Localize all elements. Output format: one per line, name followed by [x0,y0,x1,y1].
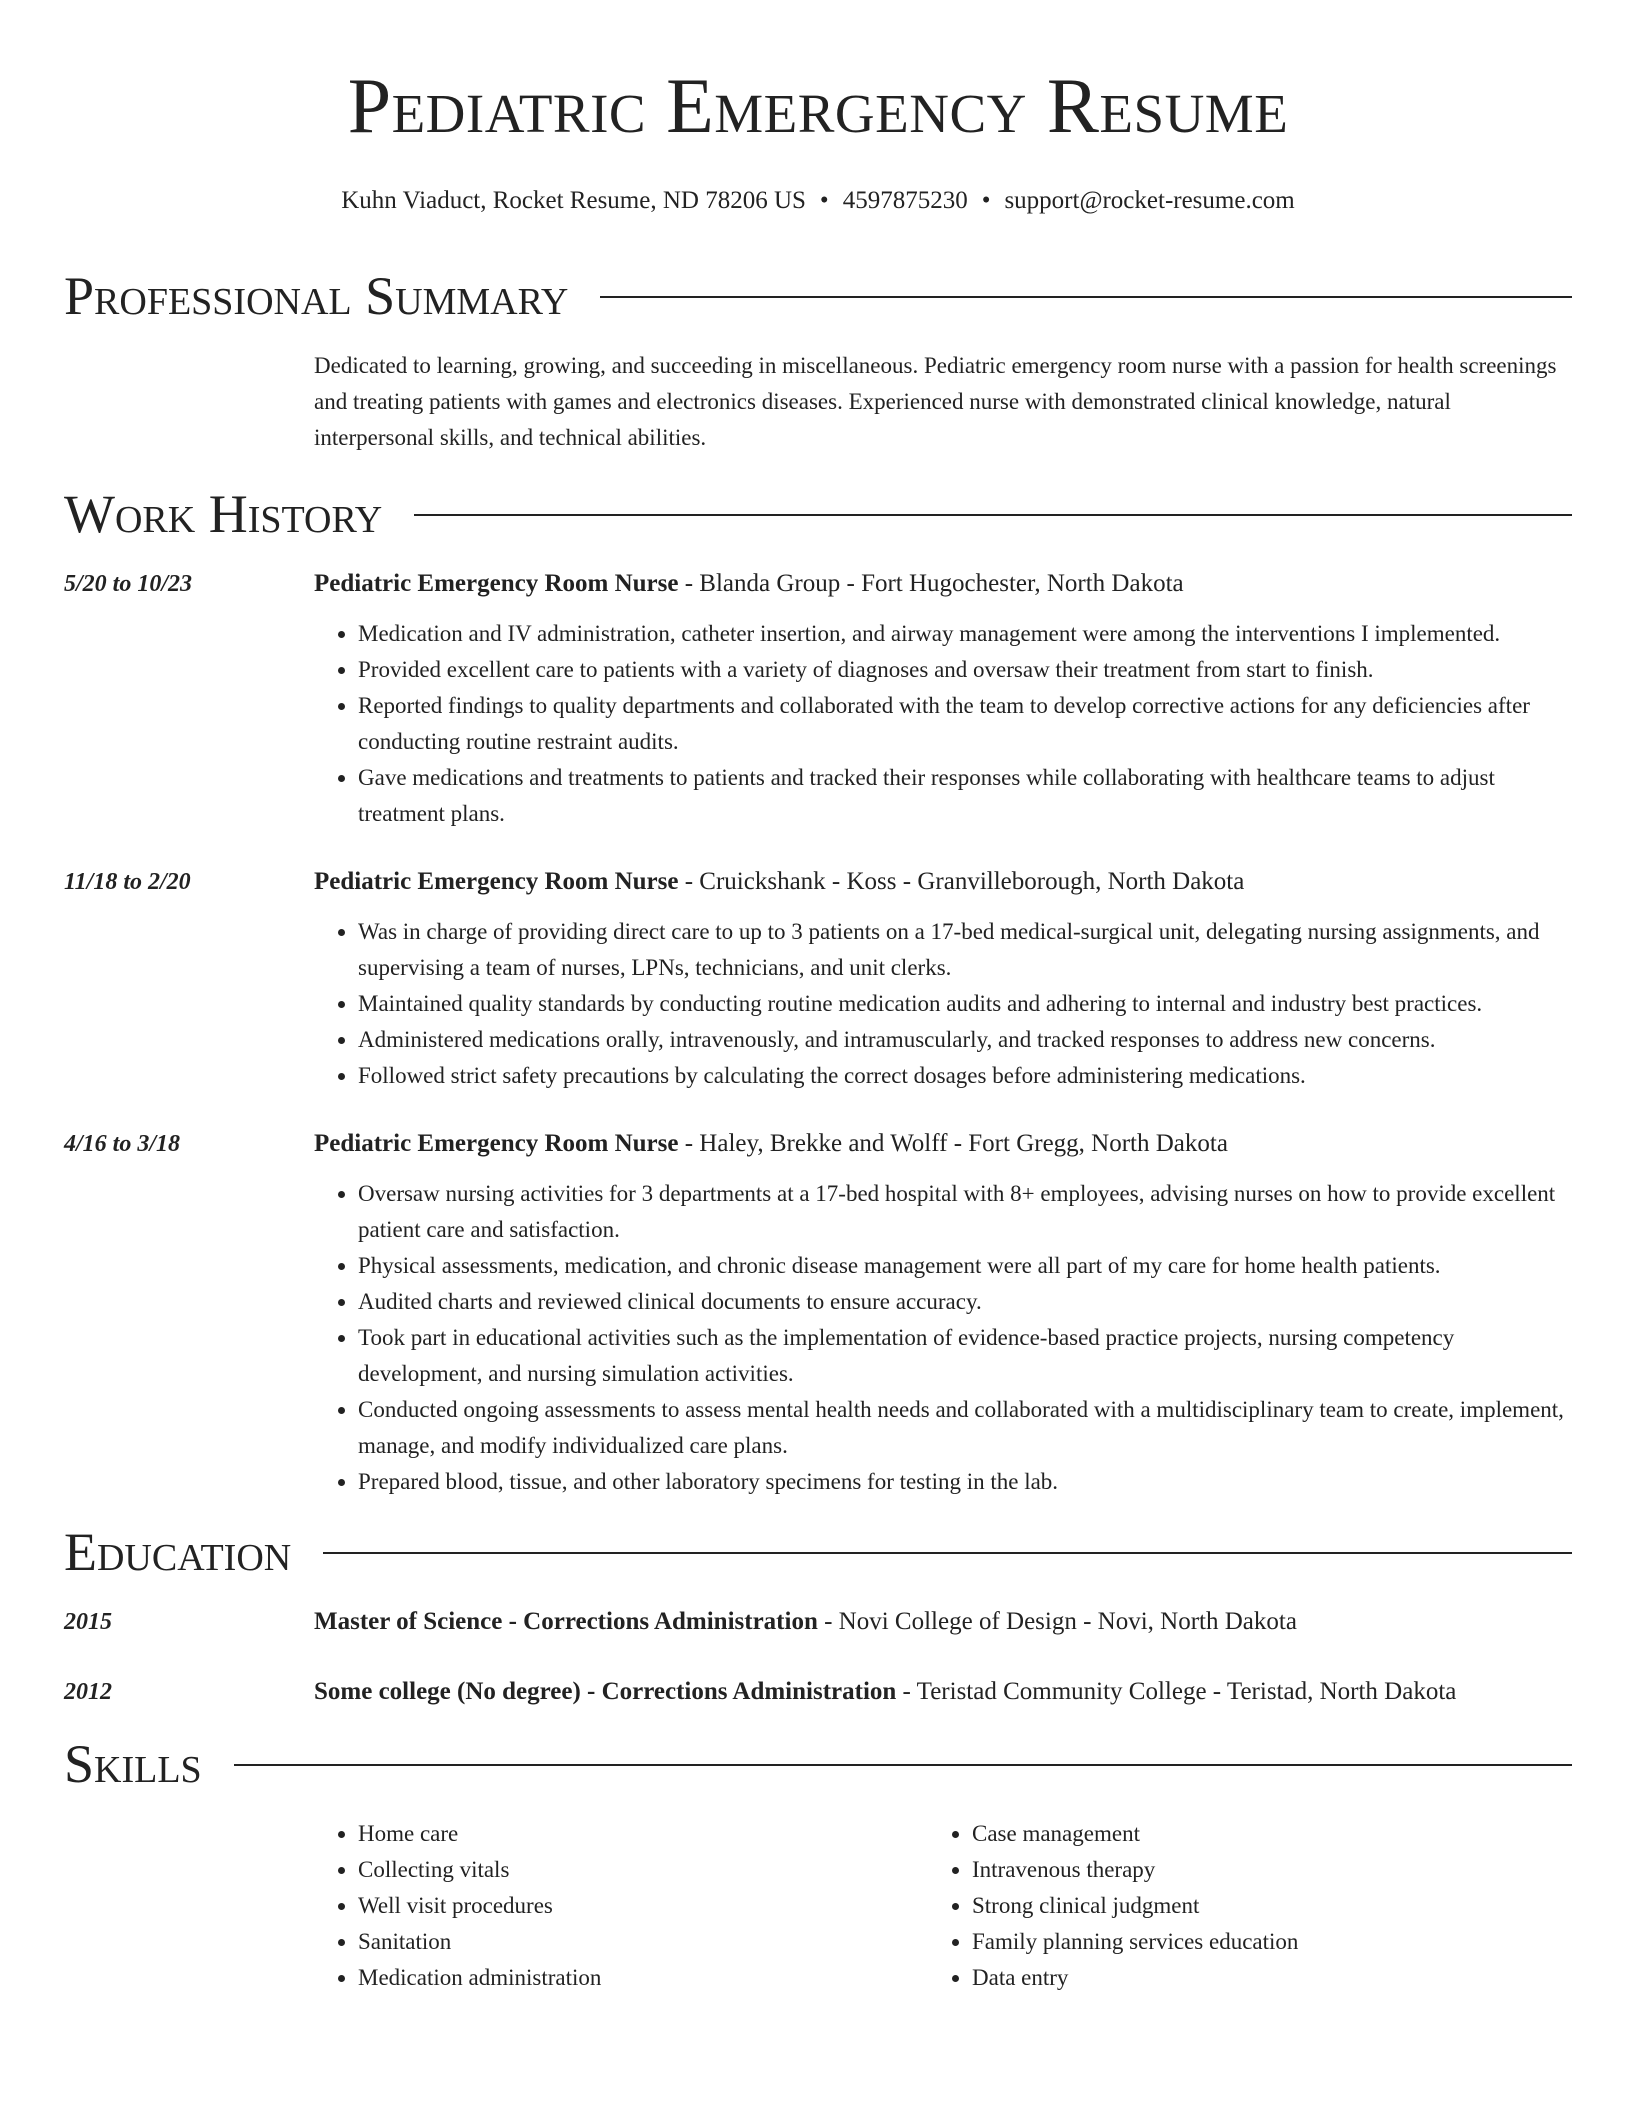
contact-email: support@rocket-resume.com [1004,187,1295,214]
job-bullet: • Physical assessments, medication, and chronic disease management were all part of my care for home health patients. [358,1248,1572,1284]
education-body [314,1674,1572,1710]
job-body [314,566,1572,832]
job-bullets [314,616,1572,832]
contact-phone: 4597875230 [842,187,968,214]
work-section-header [64,482,1572,546]
skill-item: • Data entry [972,1960,1542,1996]
job-dates: 4/16 to 3/18 [64,1131,181,1157]
education-body [314,1604,1572,1640]
job-title-line [314,864,1572,900]
job-employer: - Haley, Brekke and Wolff - Fort Gregg, North Dakota [678,1130,1228,1157]
contact-separator: • [981,187,991,214]
skill-item: • Home care [358,1816,928,1852]
skill-item: • Medication administration [358,1960,928,1996]
job-title: Pediatric Emergency Room Nurse [314,868,679,895]
job-bullet: • Reported findings to quality departments and collaborated with the team to develop corrective actions for any deficiencies after conducting routine restraint audits. [358,688,1572,760]
job-bullet: • Prepared blood, tissue, and other laboratory specimens for testing in the lab. [358,1464,1572,1500]
job-bullet: • Oversaw nursing activities for 3 departments at a 17-bed hospital with 8+ employees, advising nurses on how to provide excellent patient care and satisfaction. [358,1176,1572,1248]
job-bullet: • Medication and IV administration, catheter insertion, and airway management were among the interventions I implemented. [358,616,1572,652]
job-entry [64,864,1572,1094]
section-divider [414,514,1572,516]
skill-item: • Collecting vitals [358,1852,928,1888]
job-bullet: • Conducted ongoing assessments to assess mental health needs and collaborated with a multidisciplinary team to create, implement, manage, and modify individualized care plans. [358,1392,1572,1464]
education-school: - Teristad Community College - Teristad, North Dakota [896,1678,1457,1705]
summary-text: Dedicated to learning, growing, and succeeding in miscellaneous. Pediatric emergency room nurse with a passion for health screenings and treating patients with games and electronics diseases. Experienced nurse with demonstrated clinical knowledge, natural interpersonal skills, and technical abilities. [314,353,1557,450]
job-title-line [314,1126,1572,1162]
job-bullet: • Gave medications and treatments to patients and tracked their responses while collaborating with healthcare teams to adjust treatment plans. [358,760,1572,832]
job-body [314,864,1572,1094]
education-section-header [64,1520,1572,1584]
education-entry [64,1674,1572,1710]
skills-column-left [314,1816,928,1996]
education-year: 2015 [64,1609,112,1635]
section-divider [323,1552,1572,1554]
education-degree: Some college (No degree) - Corrections Administration [314,1678,897,1705]
job-entry [64,1126,1572,1500]
job-bullets [314,1176,1572,1500]
job-employer: - Cruickshank - Koss - Granvilleborough, North Dakota [678,868,1245,895]
contact-line [64,186,1572,216]
skill-item: • Family planning services education [972,1924,1542,1960]
work-heading: Work History [64,484,383,544]
skills-section-header [64,1732,1572,1796]
job-bullet: • Audited charts and reviewed clinical documents to ensure accuracy. [358,1284,1572,1320]
skill-item: • Strong clinical judgment [972,1888,1542,1924]
job-entry [64,566,1572,832]
job-bullet: • Took part in educational activities such as the implementation of evidence-based practice projects, nursing competency development, and nursing simulation activities. [358,1320,1572,1392]
education-degree: Master of Science - Corrections Administration [314,1608,818,1635]
resume-name: Pediatric Emergency Resume [347,62,1289,149]
job-bullet: • Administered medications orally, intravenously, and intramuscularly, and tracked responses to address new concerns. [358,1022,1572,1058]
job-bullet: • Was in charge of providing direct care to up to 3 patients on a 17-bed medical-surgical unit, delegating nursing assignments, and supervising a team of nurses, LPNs, technicians, and unit clerks. [358,914,1572,986]
skill-item: • Intravenous therapy [972,1852,1542,1888]
education-heading: Education [64,1522,292,1582]
job-employer: - Blanda Group - Fort Hugochester, North Dakota [678,570,1184,597]
job-dates: 5/20 to 10/23 [64,571,193,597]
summary-heading: Professional Summary [64,266,569,326]
job-title: Pediatric Emergency Room Nurse [314,570,679,597]
education-line [314,1674,1572,1710]
skills-column-right [928,1816,1542,1996]
contact-separator: • [819,187,829,214]
job-title: Pediatric Emergency Room Nurse [314,1130,679,1157]
education-year: 2012 [64,1679,112,1705]
job-title-line [314,566,1572,602]
section-divider [234,1764,1572,1766]
job-bullet: • Maintained quality standards by conducting routine medication audits and adhering to internal and industry best practices. [358,986,1572,1022]
skills-heading: Skills [64,1734,202,1794]
contact-address: Kuhn Viaduct, Rocket Resume, ND 78206 US [341,187,806,214]
summary-section-header [64,264,1572,328]
education-line [314,1604,1572,1640]
skill-item: • Well visit procedures [358,1888,928,1924]
job-dates: 11/18 to 2/20 [64,869,191,895]
skill-item: • Sanitation [358,1924,928,1960]
education-entry [64,1604,1572,1640]
job-bullet: • Followed strict safety precautions by calculating the correct dosages before administering medications. [358,1058,1572,1094]
education-school: - Novi College of Design - Novi, North Dakota [817,1608,1297,1635]
job-body [314,1126,1572,1500]
skill-item: • Case management [972,1816,1542,1852]
job-bullet: • Provided excellent care to patients with a variety of diagnoses and oversaw their treatment from start to finish. [358,652,1572,688]
job-bullets [314,914,1572,1094]
skills-list [314,1816,1572,1996]
section-divider [600,296,1572,298]
